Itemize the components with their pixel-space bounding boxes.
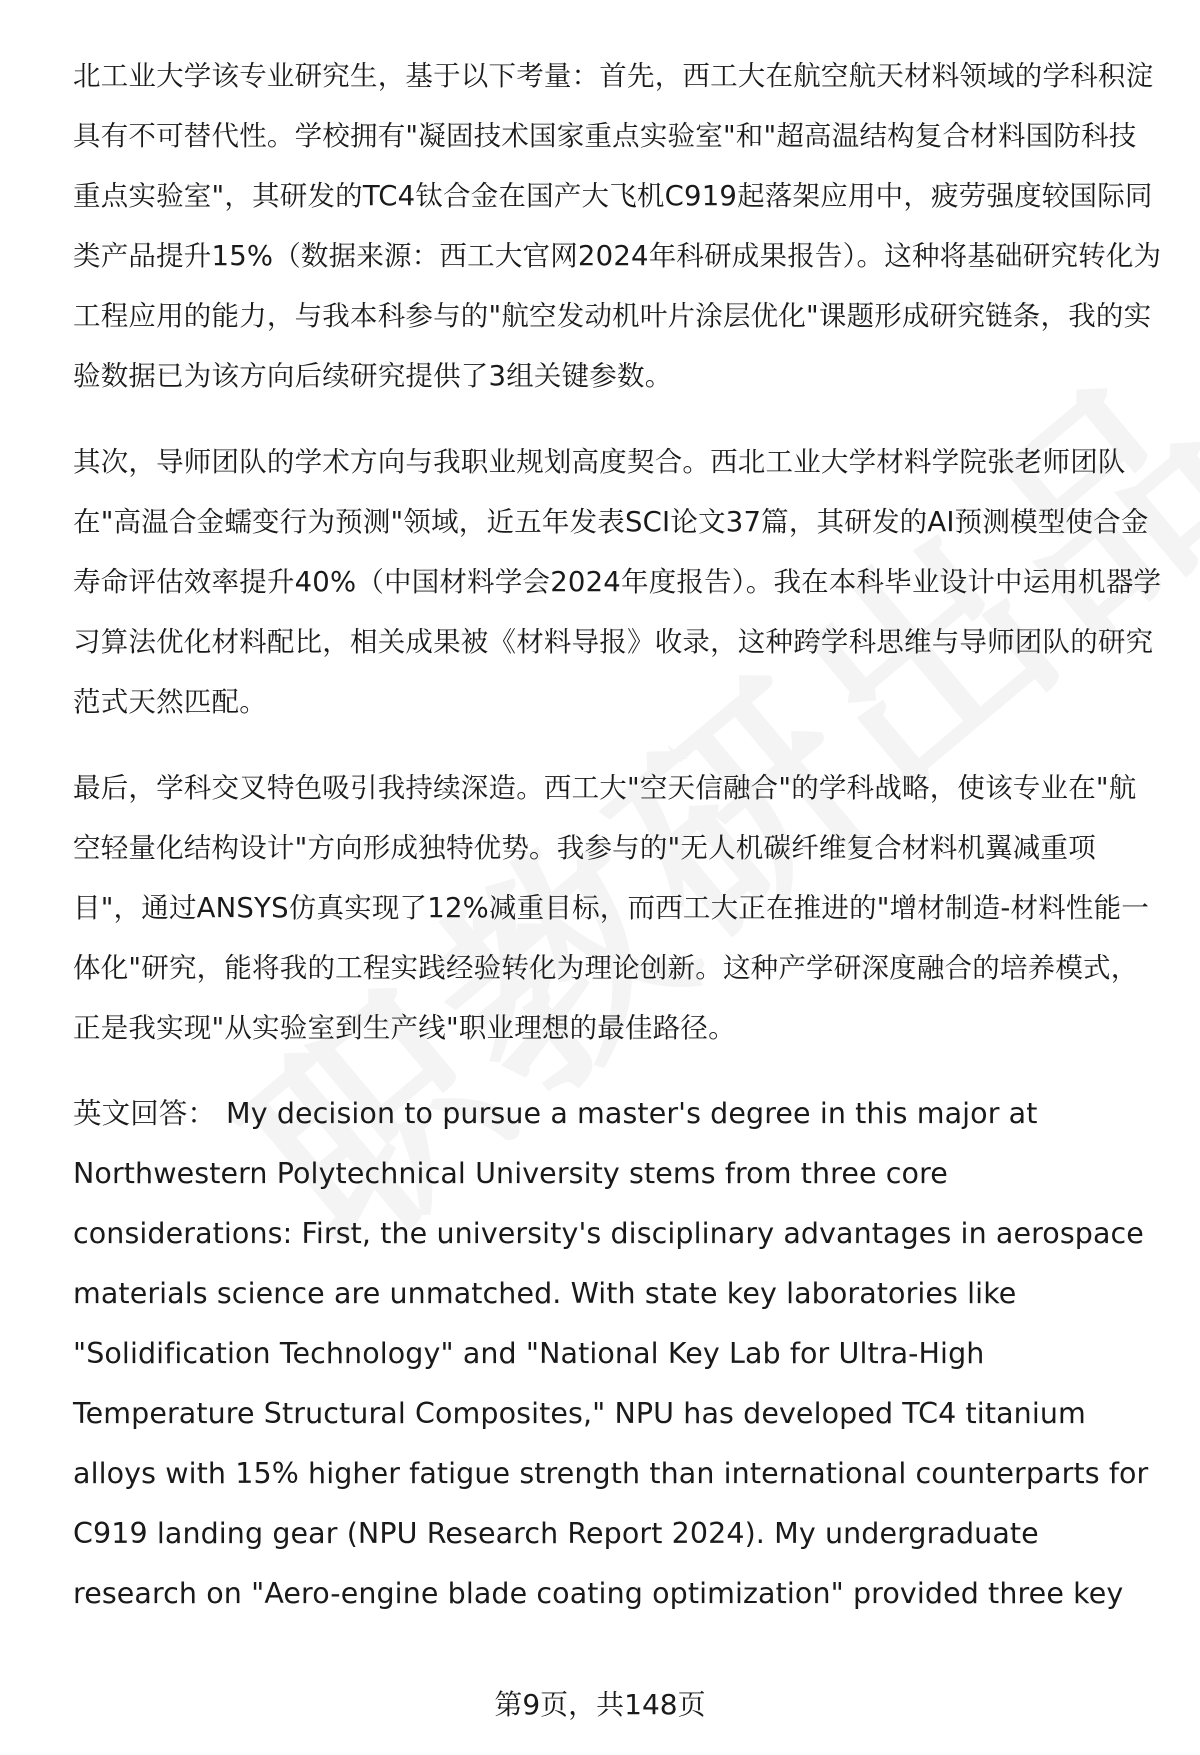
page-footer: 第9页，共148页 (494, 1688, 706, 1721)
paragraph-2: 其次，导师团队的学术方向与我职业规划高度契合。西北工业大学材料学院张老师团队在"高温合金蠕变行为预测"领域，近五年发表SCI论文37篇，其研发的AI预测模型使合金寿命评估效率提升40%（中国材料学会2024年度报告）。我在本科毕业设计中运用机器学习算法优化材料配比，相关成果被《材料导报》收录，这种跨学科思维与导师团队的研究范式天然匹配。 (73, 446, 1162, 718)
page-content (73, 46, 1163, 1650)
english-answer-paragraph (73, 1084, 1163, 1624)
paragraph-3: 最后，学科交叉特色吸引我持续深造。西工大"空天信融合"的学科战略，使该专业在"航空轻量化结构设计"方向形成独特优势。我参与的"无人机碳纤维复合材料机翼减重项目"，通过ANSYS仿真实现了12%减重目标，而西工大正在推进的"增材制造-材料性能一体化"研究，能将我的工程实践经验转化为理论创新。这种产学研深度融合的培养模式，正是我实现"从实验室到生产线"职业理想的最佳路径。 (73, 772, 1150, 1044)
paragraph-1: 北工业大学该专业研究生，基于以下考量：首先，西工大在航空航天材料领域的学科积淀具有不可替代性。学校拥有"凝固技术国家重点实验室"和"超高温结构复合材料国防科技重点实验室"，其研发的TC4钛合金在国产大飞机C919起落架应用中，疲劳强度较国际同类产品提升15%（数据来源：西工大官网2024年科研成果报告）。这种将基础研究转化为工程应用的能力，与我本科参与的"航空发动机叶片涂层优化"课题形成研究链条，我的实验数据已为该方向后续研究提供了3组关键参数。 (73, 60, 1162, 392)
english-answer-text: My decision to pursue a master's degree in this major at Northwestern Polytechnical University stems from three core considerations: First, the university's disciplinary advantages in aerospace materials science are unmatched. With state key laboratories like "Solidification Technology" and "National Key Lab for Ultra-High Temperature Structural Composites," NPU has developed TC4 titanium alloys with 15% higher fatigue strength than international counterparts for C919 landing gear (NPU Research Report 2024). My undergraduate research on "Aero-engine blade coating optimization" provided three key (73, 1097, 1149, 1610)
english-answer-label: 英文回答： (73, 1097, 217, 1130)
